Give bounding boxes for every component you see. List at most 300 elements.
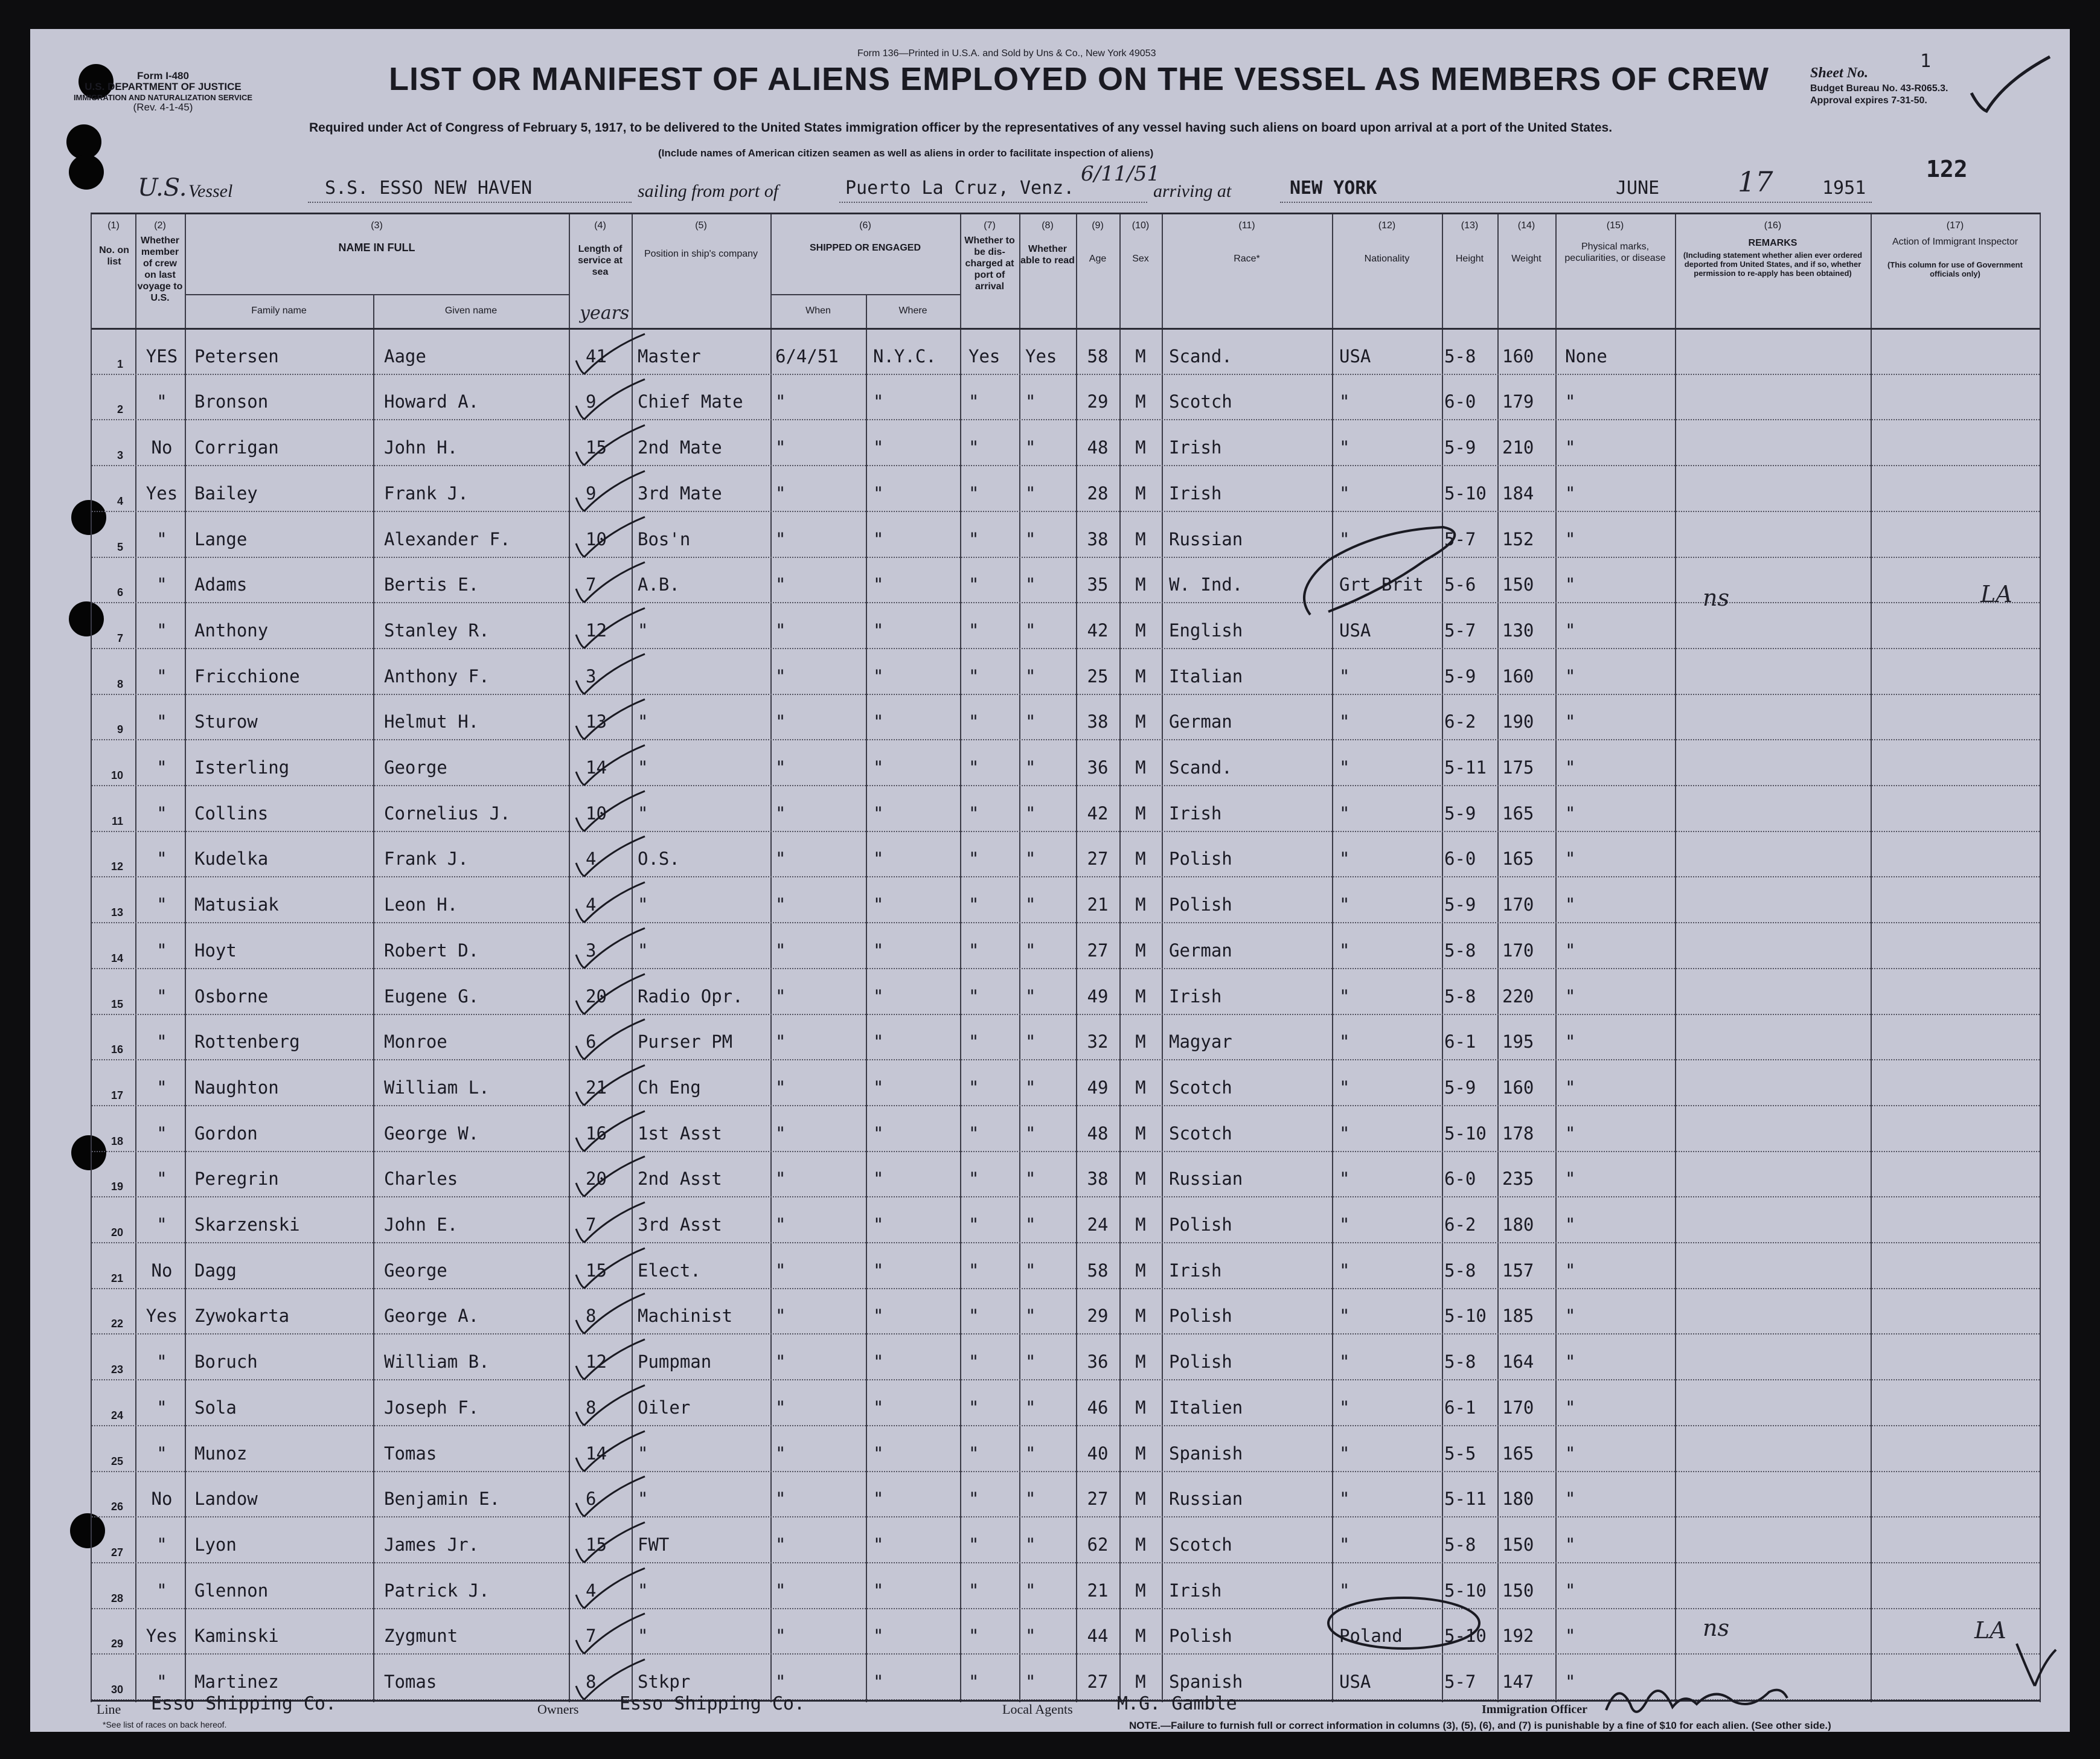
- cell-race: Russian: [1169, 528, 1243, 549]
- cell-nat: Grt Brit: [1339, 574, 1424, 595]
- cell-nat: ": [1339, 1443, 1350, 1464]
- cell-height: 5-9: [1444, 665, 1476, 687]
- cell-when: ": [775, 985, 786, 1007]
- cell-nat: ": [1339, 528, 1350, 549]
- cell-position: Radio Opr.: [638, 985, 743, 1007]
- row-rule: [92, 374, 2040, 375]
- cell-service: 3: [586, 940, 597, 961]
- row-rule: [92, 1425, 2040, 1426]
- service-check-icon: [572, 1382, 651, 1430]
- cell-sex: M: [1135, 1534, 1146, 1555]
- cell-given: George W.: [384, 1123, 479, 1144]
- cell-read: Yes: [1025, 345, 1057, 367]
- cell-where: ": [873, 711, 884, 732]
- cell-where: ": [873, 391, 884, 412]
- cell-race: Spanish: [1169, 1671, 1243, 1692]
- cell-weight: 130: [1502, 620, 1534, 641]
- cell-race: W. Ind.: [1169, 574, 1243, 595]
- cell-family: Glennon: [194, 1580, 269, 1601]
- header-race: Race*: [1234, 254, 1260, 264]
- cell-sex: M: [1135, 1306, 1146, 1327]
- cell-race: Polish: [1169, 1306, 1232, 1327]
- cell-when: ": [775, 1488, 786, 1510]
- cell-service: 8: [586, 1306, 597, 1327]
- cell-service: 6: [586, 1488, 597, 1510]
- cell-last: No: [151, 1260, 173, 1281]
- cell-when: ": [775, 1534, 786, 1555]
- cell-marks: ": [1565, 1031, 1576, 1053]
- cell-height: 5-9: [1444, 1077, 1476, 1098]
- cell-read: ": [1025, 1260, 1036, 1281]
- cell-last: ": [156, 1168, 167, 1190]
- header-rule: [92, 328, 2040, 330]
- service-check-icon: [572, 742, 651, 790]
- cell-weight: 210: [1502, 437, 1534, 458]
- cell-weight: 185: [1502, 1306, 1534, 1327]
- cell-nat: ": [1339, 1306, 1350, 1327]
- cell-disch: ": [968, 437, 979, 458]
- cell-sex: M: [1135, 665, 1146, 687]
- col-divider: [1162, 214, 1163, 1702]
- service-check-icon: [572, 513, 651, 562]
- row-rule: [92, 419, 2040, 420]
- cell-age: 35: [1087, 574, 1109, 595]
- col-num: (6): [859, 220, 871, 231]
- cell-age: 38: [1087, 1168, 1109, 1190]
- cell-read: ": [1025, 848, 1036, 870]
- service-check-icon: [572, 559, 651, 607]
- cell-last: ": [156, 391, 167, 412]
- header-discharged: Whether to be dis-charged at port of arrival: [964, 235, 1015, 292]
- cell-when: ": [775, 1443, 786, 1464]
- cell-read: ": [1025, 574, 1036, 595]
- cell-given: Eugene G.: [384, 985, 479, 1007]
- cell-position: ": [638, 757, 648, 778]
- row-number: 1: [117, 357, 123, 370]
- cell-last: ": [156, 1580, 167, 1601]
- page-title: LIST OR MANIFEST OF ALIENS EMPLOYED ON THE VESSEL AS MEMBERS OF CREW: [389, 61, 1770, 97]
- col-divider: [1332, 214, 1333, 1702]
- vessel-underline: [308, 202, 632, 203]
- cell-age: 36: [1087, 1351, 1109, 1373]
- row-number: 2: [117, 403, 123, 416]
- col-num: (14): [1517, 220, 1535, 231]
- cell-where: ": [873, 1168, 884, 1190]
- cell-read: ": [1025, 940, 1036, 961]
- cell-height: 6-0: [1444, 1168, 1476, 1190]
- col-divider: [866, 294, 867, 1702]
- cell-last: No: [151, 437, 173, 458]
- cell-height: 6-1: [1444, 1397, 1476, 1418]
- row-rule: [92, 694, 2040, 695]
- row-number: 14: [110, 952, 123, 964]
- cell-family: Kaminski: [194, 1626, 279, 1647]
- cell-weight: 147: [1502, 1671, 1534, 1692]
- corner-check-icon: [2011, 1638, 2059, 1698]
- cell-when: ": [775, 894, 786, 915]
- cell-given: Cornelius J.: [384, 803, 511, 824]
- cell-sex: M: [1135, 711, 1146, 732]
- cell-weight: 235: [1502, 1168, 1534, 1190]
- cell-height: 5-8: [1444, 345, 1476, 367]
- cell-last: ": [156, 1671, 167, 1692]
- cell-service: 20: [586, 985, 607, 1007]
- cell-disch: ": [968, 1260, 979, 1281]
- cell-disch: ": [968, 1671, 979, 1692]
- cell-service: 13: [586, 711, 607, 732]
- arrival-underline: [1280, 202, 1872, 203]
- cell-when: ": [775, 391, 786, 412]
- cell-nat: ": [1339, 803, 1350, 824]
- cell-last: ": [156, 1351, 167, 1373]
- row-number: 13: [110, 906, 123, 919]
- row-number: 20: [110, 1226, 123, 1238]
- cell-last: ": [156, 894, 167, 915]
- cell-sex: M: [1135, 574, 1146, 595]
- col-divider: [1442, 214, 1443, 1702]
- cell-given: Leon H.: [384, 894, 458, 915]
- cell-disch: ": [968, 1077, 979, 1098]
- cell-read: ": [1025, 482, 1036, 504]
- row-number: 29: [110, 1638, 123, 1650]
- cell-sex: M: [1135, 757, 1146, 778]
- cell-nat: ": [1339, 894, 1350, 915]
- cell-sex: M: [1135, 1580, 1146, 1601]
- cell-nat: ": [1339, 1580, 1350, 1601]
- departure-port: Puerto La Cruz, Venz.: [845, 178, 1075, 199]
- cell-nat: USA: [1339, 1671, 1371, 1692]
- cell-where: ": [873, 803, 884, 824]
- row-rule: [92, 739, 2040, 740]
- cell-service: 9: [586, 391, 597, 412]
- cell-sex: M: [1135, 1351, 1146, 1373]
- cell-when: ": [775, 1077, 786, 1098]
- row-rule: [92, 557, 2040, 558]
- cell-weight: 190: [1502, 711, 1534, 732]
- cell-read: ": [1025, 1123, 1036, 1144]
- cell-service: 15: [586, 437, 607, 458]
- row-number: 7: [117, 632, 123, 644]
- cell-position: Elect.: [638, 1260, 701, 1281]
- cell-position: 3rd Asst: [638, 1214, 722, 1235]
- cell-age: 42: [1087, 803, 1109, 824]
- cell-race: Scotch: [1169, 1123, 1232, 1144]
- cell-read: ": [1025, 1031, 1036, 1053]
- cell-when: ": [775, 1306, 786, 1327]
- nationality-circle: [1292, 524, 1473, 633]
- crew-table: [91, 213, 2041, 1702]
- cell-where: ": [873, 1443, 884, 1464]
- cell-disch: ": [968, 1488, 979, 1510]
- cell-weight: 160: [1502, 1077, 1534, 1098]
- cell-sex: M: [1135, 1443, 1146, 1464]
- agents-value: M.G. Gamble: [1117, 1693, 1237, 1714]
- cell-family: Sturow: [194, 711, 258, 732]
- cell-weight: 164: [1502, 1351, 1534, 1373]
- row-number: 28: [110, 1592, 123, 1604]
- cell-race: Polish: [1169, 848, 1232, 870]
- owners-label: Owners: [537, 1702, 579, 1717]
- cell-nat: ": [1339, 985, 1350, 1007]
- row-rule: [92, 968, 2040, 969]
- cell-weight: 179: [1502, 391, 1534, 412]
- cell-age: 29: [1087, 391, 1109, 412]
- cell-when: ": [775, 757, 786, 778]
- cell-when: ": [775, 940, 786, 961]
- cell-marks: ": [1565, 528, 1576, 549]
- cell-race: Polish: [1169, 894, 1232, 915]
- col-num: (15): [1606, 220, 1624, 231]
- arrival-port: NEW YORK: [1290, 178, 1377, 199]
- cell-sex: M: [1135, 1397, 1146, 1418]
- cell-sex: M: [1135, 391, 1146, 412]
- cell-marks: ": [1565, 1626, 1576, 1647]
- cell-race: Italian: [1169, 665, 1243, 687]
- cell-family: Collins: [194, 803, 269, 824]
- cell-weight: 192: [1502, 1626, 1534, 1647]
- cell-disch: Yes: [968, 345, 1000, 367]
- cell-weight: 150: [1502, 1580, 1534, 1601]
- cell-height: 5-11: [1444, 757, 1487, 778]
- row-rule: [92, 1608, 2040, 1609]
- header-weight: Weight: [1511, 254, 1541, 264]
- row-rule: [92, 1516, 2040, 1517]
- row-number: 17: [110, 1089, 123, 1101]
- cell-when: ": [775, 437, 786, 458]
- service-check-icon: [572, 1565, 651, 1613]
- cell-weight: 184: [1502, 482, 1534, 504]
- cell-where: ": [873, 1214, 884, 1235]
- cell-height: 5-8: [1444, 1351, 1476, 1373]
- header-rule: [185, 294, 373, 295]
- cell-race: Scand.: [1169, 345, 1232, 367]
- cell-race: Polish: [1169, 1214, 1232, 1235]
- officer-label: Immigration Officer: [1482, 1703, 1587, 1716]
- cell-race: English: [1169, 620, 1243, 641]
- header-nationality: Nationality: [1364, 254, 1410, 264]
- cell-service: 16: [586, 1123, 607, 1144]
- row-rule: [92, 1242, 2040, 1243]
- col-divider: [770, 214, 772, 1702]
- header-sex: Sex: [1132, 254, 1149, 264]
- cell-service: 14: [586, 757, 607, 778]
- cell-given: John E.: [384, 1214, 458, 1235]
- row29-remark: ns: [1703, 1615, 1729, 1641]
- cell-read: ": [1025, 1214, 1036, 1235]
- cell-sex: M: [1135, 940, 1146, 961]
- cell-age: 32: [1087, 1031, 1109, 1053]
- col-num: (17): [1946, 220, 1964, 231]
- cell-height: 5-8: [1444, 1260, 1476, 1281]
- cell-height: 5-9: [1444, 803, 1476, 824]
- row-rule: [92, 1379, 2040, 1380]
- cell-disch: ": [968, 1123, 979, 1144]
- cell-height: 5-10: [1444, 1626, 1487, 1647]
- cell-position: O.S.: [638, 848, 680, 870]
- cell-given: Helmut H.: [384, 711, 479, 732]
- vessel-label: Vessel: [188, 181, 233, 201]
- cell-family: Anthony: [194, 620, 269, 641]
- cell-position: ": [638, 894, 648, 915]
- cell-service: 20: [586, 1168, 607, 1190]
- cell-given: George: [384, 1260, 447, 1281]
- cell-disch: ": [968, 1214, 979, 1235]
- cell-weight: 165: [1502, 1443, 1534, 1464]
- cell-nat: USA: [1339, 620, 1371, 641]
- cell-sex: M: [1135, 620, 1146, 641]
- cell-disch: ": [968, 1580, 979, 1601]
- row-number: 19: [110, 1181, 123, 1193]
- sailing-label: sailing from port of: [638, 181, 779, 201]
- service-check-icon: [572, 1245, 651, 1293]
- header-family-name: Family name: [251, 306, 307, 316]
- cell-race: Italien: [1169, 1397, 1243, 1418]
- cell-service: 41: [586, 345, 607, 367]
- cell-age: 49: [1087, 1077, 1109, 1098]
- cell-last: ": [156, 757, 167, 778]
- cell-given: Zygmunt: [384, 1626, 458, 1647]
- vessel-prefix: U.S.: [138, 174, 187, 202]
- cell-family: Sola: [194, 1397, 237, 1418]
- cell-where: ": [873, 1534, 884, 1555]
- cell-service: 15: [586, 1534, 607, 1555]
- cell-family: Rottenberg: [194, 1031, 300, 1053]
- approval-expiry: Approval expires 7-31-50.: [1810, 95, 1927, 106]
- cell-nat: ": [1339, 1031, 1350, 1053]
- cell-marks: ": [1565, 620, 1576, 641]
- cell-race: Russian: [1169, 1168, 1243, 1190]
- col-num: (7): [984, 220, 996, 231]
- cell-weight: 165: [1502, 848, 1534, 870]
- cell-when: ": [775, 574, 786, 595]
- row-number: 16: [110, 1043, 123, 1056]
- cell-family: Peregrin: [194, 1168, 279, 1190]
- cell-family: Bronson: [194, 391, 269, 412]
- col-num: (16): [1764, 220, 1782, 231]
- cell-race: Irish: [1169, 803, 1222, 824]
- row-number: 11: [111, 815, 123, 827]
- cell-age: 29: [1087, 1306, 1109, 1327]
- cell-sex: M: [1135, 1488, 1146, 1510]
- cell-race: German: [1169, 711, 1232, 732]
- header-action: Action of Immigrant Inspector: [1892, 237, 2018, 247]
- cell-age: 58: [1087, 1260, 1109, 1281]
- cell-nat: ": [1339, 757, 1350, 778]
- cell-service: 10: [586, 528, 607, 549]
- cell-given: Stanley R.: [384, 620, 490, 641]
- cell-age: 21: [1087, 1580, 1109, 1601]
- cell-when: ": [775, 711, 786, 732]
- service-check-icon: [572, 1519, 651, 1567]
- cell-last: ": [156, 711, 167, 732]
- header-service-unit: years: [580, 303, 630, 324]
- cell-sex: M: [1135, 345, 1146, 367]
- row-number: 4: [117, 495, 123, 507]
- cell-where: ": [873, 1397, 884, 1418]
- cell-marks: ": [1565, 1534, 1576, 1555]
- cell-where: ": [873, 1306, 884, 1327]
- row-number: 30: [110, 1684, 123, 1696]
- cell-nat: ": [1339, 1260, 1350, 1281]
- cell-height: 5-7: [1444, 1671, 1476, 1692]
- cell-height: 5-10: [1444, 1123, 1487, 1144]
- cell-disch: ": [968, 1534, 979, 1555]
- cell-marks: ": [1565, 940, 1576, 961]
- cell-read: ": [1025, 1534, 1036, 1555]
- service-check-icon: [572, 650, 651, 699]
- cell-given: Robert D.: [384, 940, 479, 961]
- cell-last: ": [156, 574, 167, 595]
- service-check-icon: [572, 833, 651, 881]
- cell-family: Martinez: [194, 1671, 279, 1692]
- cell-given: Charles: [384, 1168, 458, 1190]
- cell-family: Osborne: [194, 985, 269, 1007]
- cell-disch: ": [968, 1031, 979, 1053]
- cell-where: ": [873, 1031, 884, 1053]
- cell-where: ": [873, 1351, 884, 1373]
- row-number: 23: [110, 1363, 123, 1376]
- cell-race: Irish: [1169, 482, 1222, 504]
- cell-sex: M: [1135, 437, 1146, 458]
- cell-when: ": [775, 1168, 786, 1190]
- cell-disch: ": [968, 620, 979, 641]
- cell-given: Benjamin E.: [384, 1488, 501, 1510]
- cell-disch: ": [968, 711, 979, 732]
- cell-read: ": [1025, 391, 1036, 412]
- header-physical-marks: Physical marks, peculiarities, or disease: [1564, 242, 1666, 263]
- cell-service: 6: [586, 1031, 597, 1053]
- cell-position: Pumpman: [638, 1351, 712, 1373]
- cell-marks: ": [1565, 437, 1576, 458]
- cell-marks: None: [1565, 345, 1607, 367]
- cell-read: ": [1025, 1077, 1036, 1098]
- cell-weight: 157: [1502, 1260, 1534, 1281]
- cell-sex: M: [1135, 894, 1146, 915]
- service-check-icon: [572, 330, 651, 379]
- cell-where: ": [873, 1626, 884, 1647]
- row-number: 24: [110, 1409, 123, 1421]
- cell-service: 7: [586, 1626, 597, 1647]
- cell-given: William B.: [384, 1351, 490, 1373]
- row-number: 22: [110, 1318, 123, 1330]
- cell-position: FWT: [638, 1534, 670, 1555]
- cell-marks: ": [1565, 1351, 1576, 1373]
- cell-age: 38: [1087, 711, 1109, 732]
- cell-given: William L.: [384, 1077, 490, 1098]
- cell-nat: ": [1339, 1214, 1350, 1235]
- col-num: (1): [107, 220, 120, 231]
- cell-last: ": [156, 528, 167, 549]
- col-num: (13): [1461, 220, 1479, 231]
- cell-when: ": [775, 482, 786, 504]
- col-divider: [1019, 214, 1020, 1702]
- cell-marks: ": [1565, 1168, 1576, 1190]
- cell-when: ": [775, 1123, 786, 1144]
- row-rule: [92, 1196, 2040, 1197]
- cell-last: ": [156, 985, 167, 1007]
- cell-service: 4: [586, 1580, 597, 1601]
- cell-where: ": [873, 940, 884, 961]
- cell-race: Magyar: [1169, 1031, 1232, 1053]
- row-rule: [92, 1105, 2040, 1106]
- cell-position: 3rd Mate: [638, 482, 722, 504]
- cell-weight: 178: [1502, 1123, 1534, 1144]
- cell-service: 4: [586, 848, 597, 870]
- manifest-sheet: [30, 29, 2070, 1732]
- cell-last: ": [156, 1214, 167, 1235]
- cell-disch: ": [968, 1443, 979, 1464]
- cell-service: 12: [586, 620, 607, 641]
